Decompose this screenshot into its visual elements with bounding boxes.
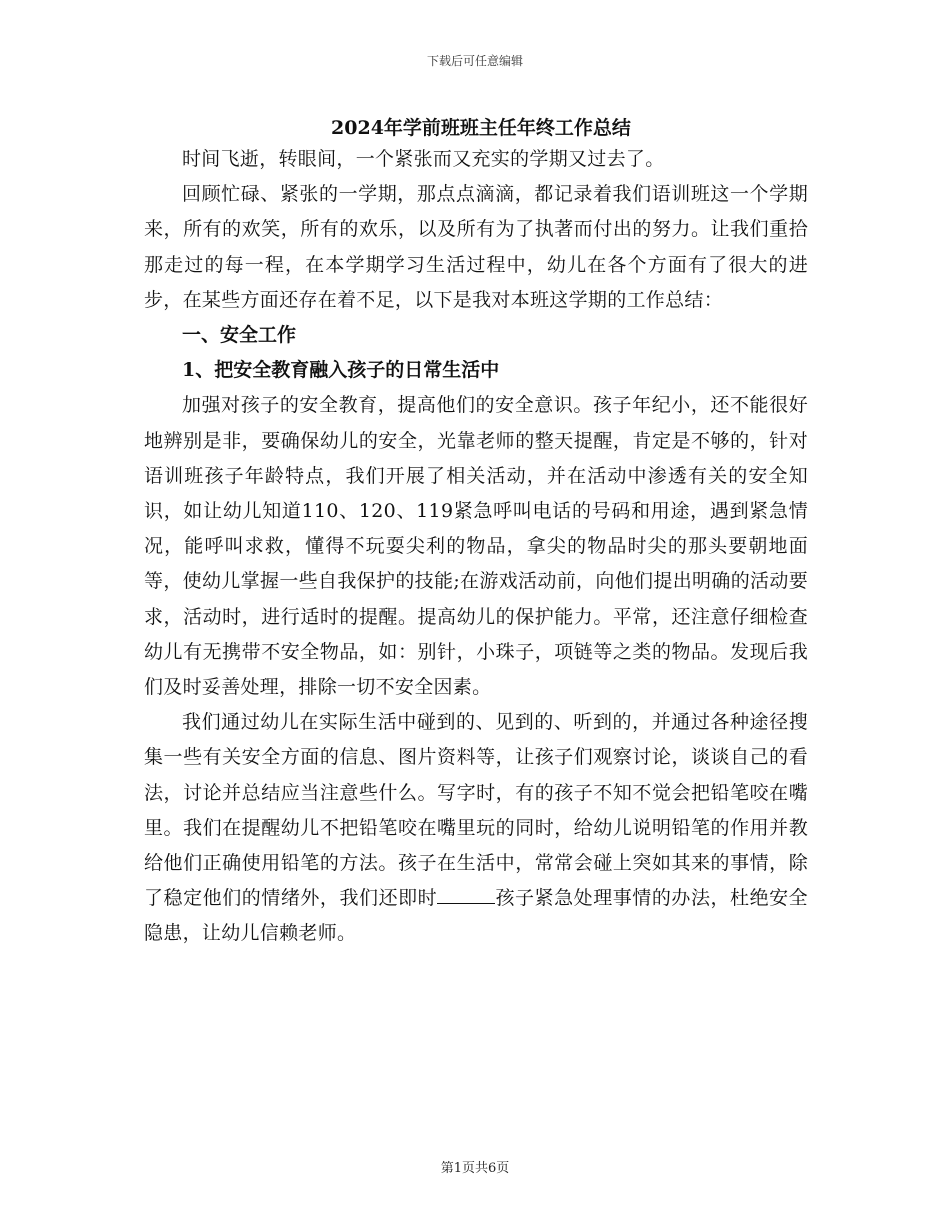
- paragraph-safety-practice-part1: 我们通过幼儿在实际生活中碰到的、见到的、听到的，并通过各种途径搜集一些有关安全方面的信息、图片资料等，让孩子们观察讨论，谈谈自己的看法，讨论并总结应当注意些什么。写字时，有的孩子不知不觉会把铅笔咬在嘴里。我们在提醒幼儿不把铅笔咬在嘴里玩的同时，给幼儿说明铅笔的作用并教给他们正确使用铅笔的方法。孩子在生活中，常常会碰上突如其来的事情，除了稳定他们的情绪外，我们还即时: [144, 711, 808, 910]
- paragraph-review: 回顾忙碌、紧张的一学期，那点点滴滴，都记录着我们语训班这一个学期来，所有的欢笑，所有的欢乐，以及所有为了执著而付出的努力。让我们重拾那走过的每一程，在本学期学习生活过程中，幼儿在各个方面有了很大的进步，在某些方面还存在着不足，以下是我对本班这学期的工作总结：: [144, 183, 808, 311]
- paragraph-intro: 时间飞逝，转眼间，一个紧张而又充实的学期又过去了。: [182, 148, 665, 170]
- paragraph-safety-education: 加强对孩子的安全教育，提高他们的安全意识。孩子年纪小，还不能很好地辨别是非，要确保幼儿的安全，光靠老师的整天提醒，肯定是不够的，针对语训班孩子年龄特点，我们开展了相关活动，并在活动中渗透有关的安全知识，如让幼儿知道110、120、119紧急呼叫电话的号码和用途，遇到紧急情况，能呼叫求救，懂得不玩耍尖利的物品，拿尖的物品时尖的那头要朝地面等，使幼儿掌握一些自我保护的技能;在游戏活动前，向他们提出明确的活动要求，活动时，进行适时的提醒。提高幼儿的保护能力。平常，还注意仔细检查幼儿有无携带不安全物品，如：别针，小珠子，项链等之类的物品。发现后我们及时妥善处理，排除一切不安全因素。: [144, 394, 808, 699]
- page-number: 第1页共6页: [440, 1161, 510, 1176]
- page-header-note: 下载后可任意编辑: [426, 54, 523, 68]
- subsection-heading-daily-life: 1、把安全教育融入孩子的日常生活中: [182, 359, 500, 382]
- section-heading-safety: 一、安全工作: [182, 324, 297, 347]
- paragraph-safety-practice: [144, 705, 808, 951]
- fill-in-blank: [437, 885, 495, 904]
- document-title: 2024年学前班班主任年终工作总结: [331, 117, 631, 139]
- document-body: [144, 114, 808, 952]
- paragraph-safety-practice-part2: 孩子紧急处理事情的办法，杜绝安全隐患，让幼儿信赖老师。: [144, 887, 808, 945]
